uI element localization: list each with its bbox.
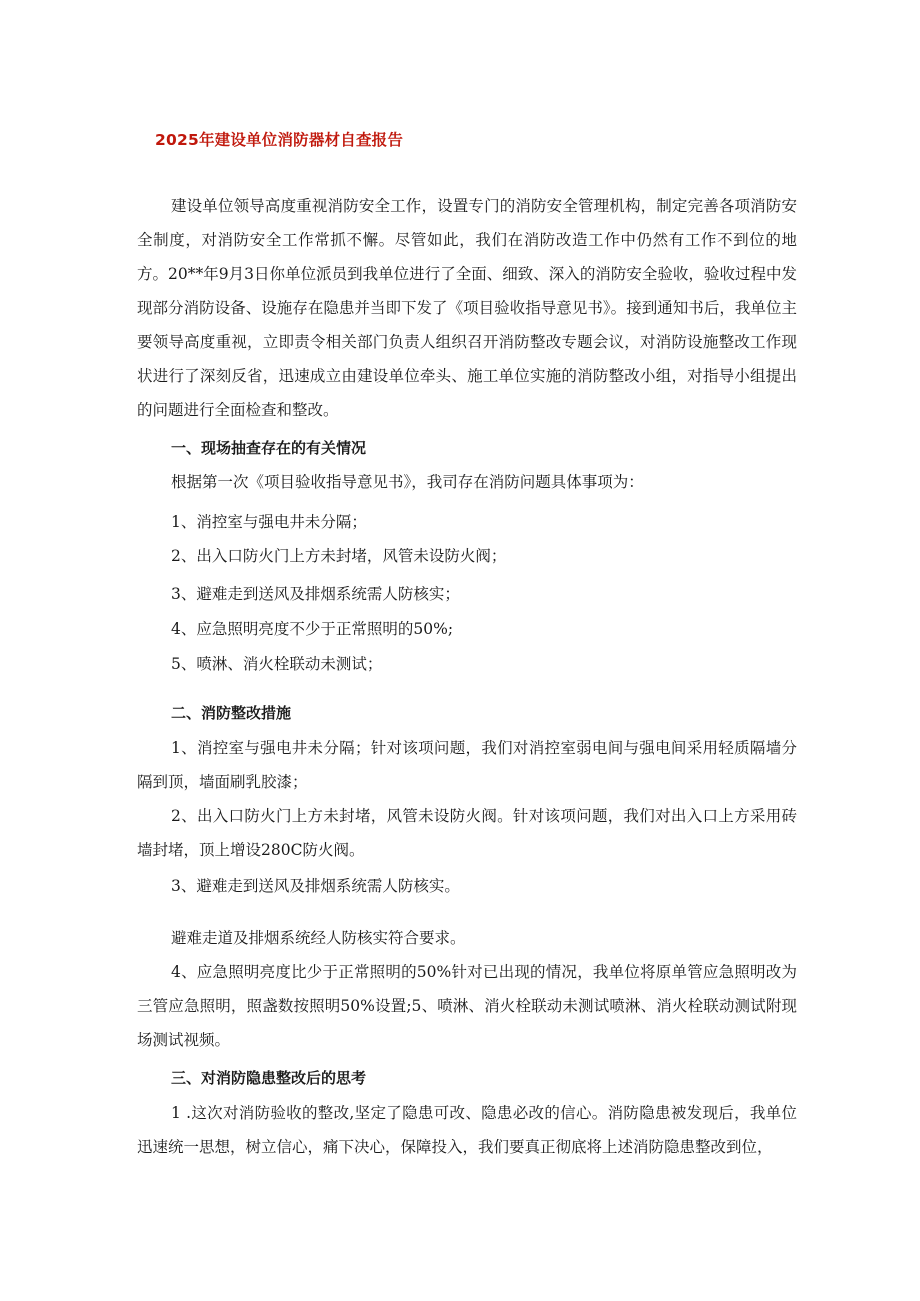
section3-heading: 三、对消防隐患整改后的思考 [171,1069,367,1087]
section1-item: 5、喷淋、消火栓联动未测试； [171,655,383,673]
section1-item: 1、消控室与强电井未分隔； [171,513,367,531]
section2-heading: 二、消防整改措施 [171,704,292,722]
section2-item-3-result: 避难走道及排烟系统经人防核实符合要求。 [171,929,466,947]
section1-heading: 一、现场抽查存在的有关情况 [171,439,367,457]
section2-item-4: 4、应急照明亮度比少于正常照明的50%针对已出现的情况，我单位将原单管应急照明改为三管应急照明，照盏数按照明50%设置;5、喷淋、消火栓联动未测试喷淋、消火栓联动测试附现场测试视频。 [137,963,797,1049]
section2-item-2: 2、出入口防火门上方未封堵，风管未设防火阀。针对该项问题，我们对出入口上方采用砖墙封堵，顶上增设280C防火阀。 [137,807,797,859]
document-title: 2025年建设单位消防器材自查报告 [155,131,404,149]
section1-item: 4、应急照明亮度不少于正常照明的50%; [171,620,454,638]
section2-item-3: 3、避难走到送风及排烟系统需人防核实。 [171,877,460,895]
section3-item-1: 1 .这次对消防验收的整改,坚定了隐患可改、隐患必改的信心。消防隐患被发现后，我单位迅速统一思想，树立信心，痛下决心，保障投入，我们要真正彻底将上述消防隐患整改到位， [137,1104,797,1156]
section1-item: 2、出入口防火门上方未封堵，风管未设防火阀； [171,547,507,565]
section1-item: 3、避难走到送风及排烟系统需人防核实； [171,585,460,603]
intro-paragraph: 建设单位领导高度重视消防安全工作，设置专门的消防安全管理机构，制定完善各项消防安全制度，对消防安全工作常抓不懈。尽管如此，我们在消防改造工作中仍然有工作不到位的地方。20**年9月3日你单位派员到我单位进行了全面、细致、深入的消防安全验收，验收过程中发现部分消防设备、设施存在隐患并当即下发了《项目验收指导意见书》。接到通知书后，我单位主要领导高度重视，立即责令相关部门负责人组织召开消防整改专题会议，对消防设施整改工作现状进行了深刻反省，迅速成立由建设单位牵头、施工单位实施的消防整改小组，对指导小组提出的问题进行全面检查和整改。 [137,197,797,419]
section2-item-1: 1、消控室与强电井未分隔；针对该项问题，我们对消控室弱电间与强电间采用轻质隔墙分隔到顶，墙面刷乳胶漆； [137,739,797,791]
section1-lead: 根据第一次《项目验收指导意见书》，我司存在消防问题具体事项为： [171,473,644,491]
